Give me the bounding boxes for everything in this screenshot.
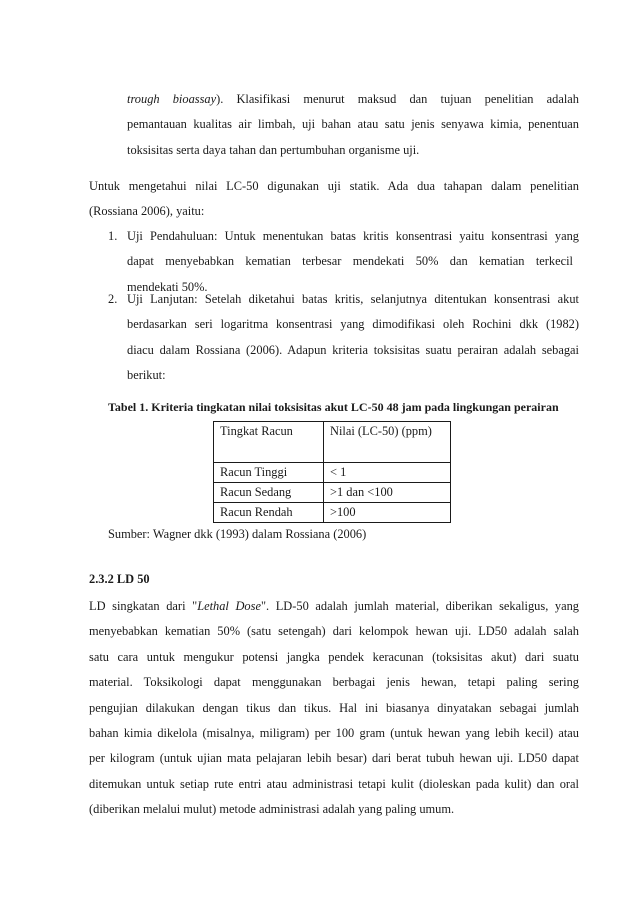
toxicity-table bbox=[213, 421, 451, 523]
table-source: Sumber: Wagner dkk (1993) dalam Rossiana (2006) bbox=[108, 527, 367, 541]
table-cell: < 1 bbox=[324, 463, 451, 483]
paragraph-line: menyebabkan kematian 50% (satu setengah) dari kelompok hewan uji. LD50 adalah salah bbox=[89, 624, 579, 639]
emphasis-text: trough bioassay bbox=[127, 92, 217, 106]
table-row bbox=[214, 483, 451, 503]
table-caption: Tabel 1. Kriteria tingkatan nilai toksisitas akut LC-50 48 jam pada lingkungan perairan bbox=[108, 400, 559, 414]
list-item-line: Uji Pendahuluan: Untuk menentukan batas kritis konsentrasi yaitu konsentrasi yang bbox=[127, 229, 579, 243]
paragraph-line: ditemukan untuk setiap rute entri atau administrasi tetapi kulit (dioleskan pada kulit) dan oral bbox=[89, 776, 579, 791]
table-cell: Racun Rendah bbox=[214, 503, 324, 523]
list-item-line: berikut: bbox=[127, 368, 166, 383]
paragraph-line: (diberikan melalui mulut) metode administrasi adalah yang paling umum. bbox=[89, 802, 455, 817]
table-cell: Racun Tinggi bbox=[214, 463, 324, 483]
paragraph-line: trough bioassay). Klasifikasi menurut maksud dan tujuan penelitian adalah bbox=[127, 92, 579, 106]
paragraph-lc50-intro bbox=[89, 174, 579, 225]
paragraph-line: pengujian dilakukan dengan tikus dan tikus. Hal ini biasanya dinyatakan sebagai jumlah bbox=[89, 700, 579, 715]
list-number: 1. bbox=[108, 229, 118, 243]
table-cell: Racun Sedang bbox=[214, 483, 324, 503]
paragraph-line: satu cara untuk mengukur potensi jangka pendek keracunan (toksisitas akut) dari suatu bbox=[89, 649, 579, 664]
paragraph-line: bahan kimia dikelola (misalnya, miligram) per 100 gram (untuk hewan yang lebih kecil) atau bbox=[89, 725, 579, 740]
table-header-row bbox=[214, 422, 451, 463]
section-heading: 2.3.2 LD 50 bbox=[89, 572, 150, 586]
paragraph-classification bbox=[127, 87, 579, 163]
paragraph-line: per kilogram (untuk ujian mata pelajaran lebih besar) dari berat tubuh hewan uji. LD50 dapat bbox=[89, 751, 579, 766]
list-item-line: mendekati 50%. bbox=[127, 279, 208, 294]
paragraph-line: LD singkatan dari "Lethal Dose". LD-50 adalah jumlah material, diberikan sekaligus, yang bbox=[89, 599, 579, 613]
list-item-uji-lanjutan bbox=[127, 287, 579, 389]
list-item-line: dapat menyebabkan kematian terbesar mendekati 50% dan kematian terkecil bbox=[127, 254, 573, 269]
table-row bbox=[214, 463, 451, 483]
list-item-line: berdasarkan seri logaritma konsentrasi yang dimodifikasi oleh Rochini dkk (1982) bbox=[127, 317, 579, 332]
table-cell: >1 dan <100 bbox=[324, 483, 451, 503]
table-header-cell: Nilai (LC-50) (ppm) bbox=[324, 422, 451, 463]
table-header-cell: Tingkat Racun bbox=[214, 422, 324, 463]
paragraph-line: toksisitas serta daya tahan dan pertumbuhan organisme uji. bbox=[127, 142, 420, 157]
list-number: 2. bbox=[108, 292, 118, 306]
table-cell: >100 bbox=[324, 503, 451, 523]
paragraph-line: pemantauan kualitas air limbah, uji bahan atau satu jenis senyawa kimia, penentuan bbox=[127, 117, 579, 132]
paragraph-line: Untuk mengetahui nilai LC-50 digunakan uji statik. Ada dua tahapan dalam penelitian bbox=[89, 179, 579, 193]
table-row bbox=[214, 503, 451, 523]
list-item-line: diacu dalam Rossiana (2006). Adapun kriteria toksisitas suatu perairan adalah sebagai bbox=[127, 342, 579, 357]
paragraph-line: (Rossiana 2006), yaitu: bbox=[89, 204, 205, 219]
paragraph-line: material. Toksikologi dapat menggunakan berbagai jenis hewan, tetapi paling sering bbox=[89, 675, 579, 690]
list-item-line: Uji Lanjutan: Setelah diketahui batas kritis, selanjutnya ditentukan konsentrasi akut bbox=[127, 292, 579, 306]
paragraph-ld50 bbox=[89, 594, 579, 823]
emphasis-text: Lethal Dose bbox=[197, 599, 261, 613]
